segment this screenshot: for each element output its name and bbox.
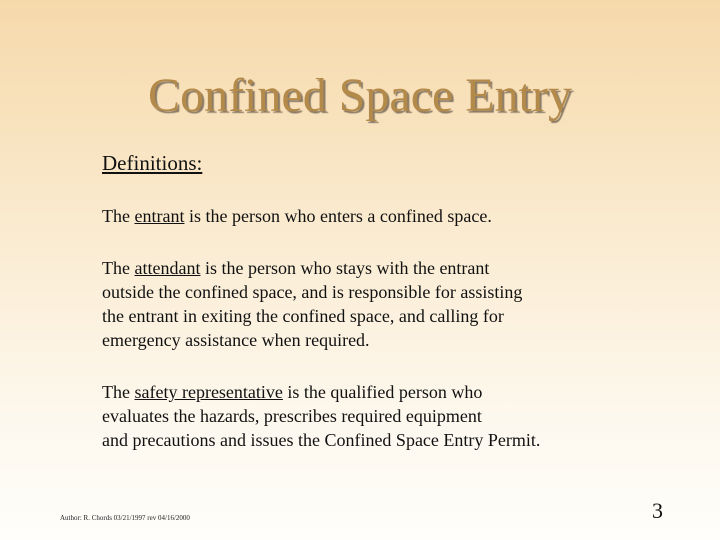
definition-safety-representative — [102, 380, 702, 452]
term-entrant: entrant — [134, 206, 185, 226]
definition-prefix: The — [102, 258, 135, 278]
slide-title: Confined Space Entry — [148, 69, 572, 122]
definition-text-line: emergency assistance when required. — [102, 330, 370, 350]
definition-text-line: the entrant in exiting the confined space, and calling for — [102, 306, 504, 326]
page-number: 3 — [652, 498, 663, 523]
definition-attendant — [102, 256, 702, 352]
author-footer: Author: R. Chords 03/21/1997 rev 04/16/2000 — [60, 514, 190, 522]
slide-body — [102, 150, 702, 452]
definition-entrant — [102, 204, 702, 228]
definition-text-line: is the person who enters a confined space. — [184, 206, 492, 226]
definition-text-line: outside the confined space, and is responsible for assisting — [102, 282, 523, 302]
definition-text-line: is the qualified person who — [282, 382, 483, 402]
term-safety-representative: safety representative — [134, 382, 283, 402]
definition-text-line: evaluates the hazards, prescribes required equipment — [102, 406, 482, 426]
definition-text-line: and precautions and issues the Confined Space Entry Permit. — [102, 430, 541, 450]
definition-text-line: is the person who stays with the entrant — [200, 258, 490, 278]
definitions-heading: Definitions: — [102, 151, 203, 175]
term-attendant: attendant — [134, 258, 201, 278]
definition-prefix: The — [102, 206, 135, 226]
definition-prefix: The — [102, 382, 135, 402]
